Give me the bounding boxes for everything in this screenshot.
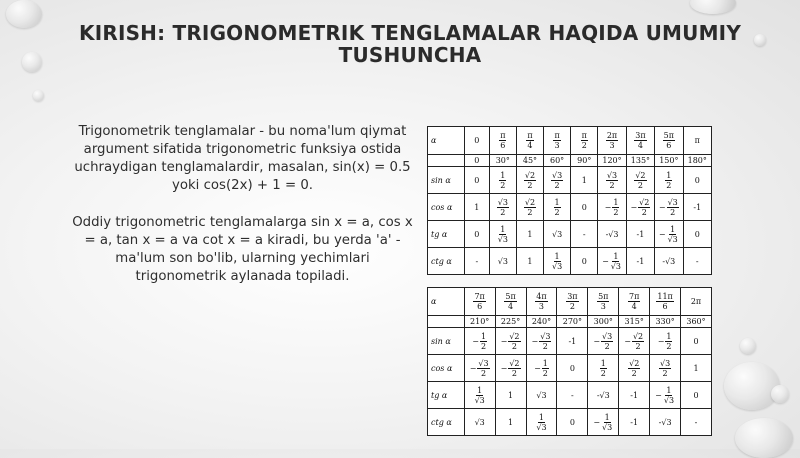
angle-cell: $\frac{\pi}{4}$: [516, 127, 543, 155]
value-cell: − $\frac{√3}{2}$: [526, 328, 557, 355]
value-cell: 0: [464, 221, 489, 248]
value-cell: − $\frac{1}{2}$: [598, 194, 626, 221]
trig-table: [427, 126, 712, 275]
angle-cell: $\frac{4\pi}{3}$: [526, 288, 557, 316]
angle-cell: 45°: [516, 155, 543, 167]
angle-cell: 270°: [557, 316, 588, 328]
angle-cell: 315°: [619, 316, 650, 328]
value-cell: -: [571, 221, 598, 248]
angle-cell: 225°: [495, 316, 526, 328]
angle-cell: 300°: [588, 316, 619, 328]
angle-cell: $\frac{2\pi}{3}$: [598, 127, 626, 155]
angle-cell: 135°: [626, 155, 654, 167]
angle-cell: 0: [464, 155, 489, 167]
angle-cell: $\frac{7\pi}{4}$: [619, 288, 650, 316]
angle-cell: $\frac{5\pi}{4}$: [495, 288, 526, 316]
angle-cell: 360°: [681, 316, 712, 328]
value-cell: √3: [464, 409, 495, 436]
value-cell: -√3: [598, 221, 626, 248]
function-row-cos: [428, 355, 712, 382]
value-cell: $\frac{√2}{2}$: [516, 167, 543, 194]
value-cell: -1: [626, 248, 654, 275]
angle-cell: $\frac{5\pi}{6}$: [655, 127, 683, 155]
angle-cell: 210°: [464, 316, 495, 328]
value-cell: − $\frac{√3}{2}$: [655, 194, 683, 221]
value-cell: -1: [626, 221, 654, 248]
value-cell: $\frac{1}{2}$: [489, 167, 516, 194]
water-drop-decoration: [740, 338, 756, 354]
value-cell: -1: [619, 382, 650, 409]
row-label: cos α: [428, 355, 465, 382]
water-drop-decoration: [690, 0, 736, 14]
angle-cell: $\frac{\pi}{2}$: [571, 127, 598, 155]
value-cell: -√3: [588, 382, 619, 409]
row-label: ctg α: [428, 248, 465, 275]
angle-cell: 30°: [489, 155, 516, 167]
value-cell: − $\frac{√2}{2}$: [626, 194, 654, 221]
angle-cell: $\frac{3\pi}{4}$: [626, 127, 654, 155]
value-cell: − $\frac{1}{2}$: [464, 328, 495, 355]
water-drop-decoration: [22, 52, 42, 72]
angle-radians-row: [428, 127, 712, 155]
function-row-ctg: [428, 248, 712, 275]
angle-cell: 330°: [650, 316, 681, 328]
value-cell: -: [681, 409, 712, 436]
value-cell: − $\frac{1}{2}$: [650, 328, 681, 355]
value-cell: $\frac{√3}{2}$: [650, 355, 681, 382]
value-cell: 0: [683, 221, 711, 248]
value-cell: $\frac{1}{√3}$: [489, 221, 516, 248]
slide-title: KIRISH: TRIGONOMETRIK TENGLAMALAR HAQIDA UMUMIY TUSHUNCHA: [79, 21, 741, 67]
value-cell: − $\frac{√2}{2}$: [495, 328, 526, 355]
row-label: sin α: [428, 167, 465, 194]
angle-radians-row: [428, 288, 712, 316]
value-cell: $\frac{√3}{2}$: [544, 167, 571, 194]
angle-cell: $\frac{3\pi}{2}$: [557, 288, 588, 316]
function-row-tg: [428, 382, 712, 409]
angle-cell: $\frac{\pi}{3}$: [544, 127, 571, 155]
angle-cell: π: [683, 127, 711, 155]
function-row-tg: [428, 221, 712, 248]
value-cell: 1: [495, 382, 526, 409]
row-label: α: [428, 127, 465, 155]
value-cell: $\frac{√3}{2}$: [489, 194, 516, 221]
value-cell: $\frac{1}{2}$: [588, 355, 619, 382]
value-cell: -: [464, 248, 489, 275]
angle-cell: 2π: [681, 288, 712, 316]
row-label: ctg α: [428, 409, 465, 436]
value-cell: -√3: [655, 248, 683, 275]
angle-cell: 0: [464, 127, 489, 155]
value-cell: -: [557, 382, 588, 409]
value-cell: $\frac{√2}{2}$: [619, 355, 650, 382]
value-cell: − $\frac{1}{√3}$: [655, 221, 683, 248]
value-cell: − $\frac{√3}{2}$: [588, 328, 619, 355]
value-cell: -: [683, 248, 711, 275]
value-cell: √3: [489, 248, 516, 275]
value-cell: 0: [681, 328, 712, 355]
angle-cell: $\frac{7\pi}{6}$: [464, 288, 495, 316]
value-cell: − $\frac{1}{√3}$: [598, 248, 626, 275]
value-cell: $\frac{1}{√3}$: [464, 382, 495, 409]
value-cell: 0: [683, 167, 711, 194]
function-row-sin: [428, 328, 712, 355]
value-cell: $\frac{1}{2}$: [544, 194, 571, 221]
water-drop-decoration: [735, 418, 793, 458]
value-cell: -1: [683, 194, 711, 221]
row-label: [428, 316, 465, 328]
row-label: sin α: [428, 328, 465, 355]
angle-cell: 120°: [598, 155, 626, 167]
row-label: α: [428, 288, 465, 316]
value-cell: 1: [516, 248, 543, 275]
water-drop-decoration: [33, 90, 44, 101]
value-cell: 1: [464, 194, 489, 221]
value-cell: − $\frac{√3}{2}$: [464, 355, 495, 382]
trig-table: [427, 287, 712, 436]
value-cell: − $\frac{1}{2}$: [526, 355, 557, 382]
value-cell: 1: [516, 221, 543, 248]
trig-values-table-1: [427, 126, 712, 275]
angle-degrees-row: [428, 155, 712, 167]
angle-cell: $\frac{5\pi}{3}$: [588, 288, 619, 316]
value-cell: 1: [571, 167, 598, 194]
angle-cell: 240°: [526, 316, 557, 328]
value-cell: √3: [544, 221, 571, 248]
angle-cell: 90°: [571, 155, 598, 167]
value-cell: $\frac{1}{2}$: [655, 167, 683, 194]
value-cell: -1: [619, 409, 650, 436]
value-cell: − $\frac{1}{√3}$: [650, 382, 681, 409]
row-label: tg α: [428, 221, 465, 248]
slide-body: [70, 123, 415, 305]
angle-cell: 180°: [683, 155, 711, 167]
value-cell: √3: [526, 382, 557, 409]
paragraph-simple-equations: Oddiy trigonometric tenglamalarga sin x = a, cos x = a, tan x = a va cot x = a kiradi, bu yerda 'a' - ma'lum son bo'lib, ularning yechimlari trigonometrik aylanada topiladi.: [72, 215, 413, 284]
value-cell: 0: [464, 167, 489, 194]
value-cell: $\frac{√3}{2}$: [598, 167, 626, 194]
paragraph-definition: Trigonometrik tenglamalar - bu noma'lum qiymat argument sifatida trigonometric funksiya ostida uchraydigan tenglamalardir, masalan, sin(x) = 0.5 yoki cos(2x) + 1 = 0.: [74, 124, 411, 193]
value-cell: 0: [681, 382, 712, 409]
value-cell: − $\frac{1}{√3}$: [588, 409, 619, 436]
value-cell: − $\frac{√2}{2}$: [619, 328, 650, 355]
angle-cell: 60°: [544, 155, 571, 167]
function-row-cos: [428, 194, 712, 221]
value-cell: 1: [495, 409, 526, 436]
row-label: [428, 155, 465, 167]
value-cell: 0: [557, 355, 588, 382]
water-drop-decoration: [771, 385, 789, 403]
angle-cell: $\frac{\pi}{6}$: [489, 127, 516, 155]
function-row-sin: [428, 167, 712, 194]
trig-values-table-2: [427, 287, 712, 436]
value-cell: $\frac{√2}{2}$: [626, 167, 654, 194]
value-cell: 0: [571, 248, 598, 275]
value-cell: 0: [571, 194, 598, 221]
angle-cell: 150°: [655, 155, 683, 167]
row-label: cos α: [428, 194, 465, 221]
angle-cell: $\frac{11\pi}{6}$: [650, 288, 681, 316]
value-cell: -√3: [650, 409, 681, 436]
value-cell: $\frac{1}{√3}$: [526, 409, 557, 436]
water-drop-decoration: [724, 362, 780, 410]
water-drop-decoration: [6, 0, 42, 28]
value-cell: $\frac{1}{√3}$: [544, 248, 571, 275]
value-cell: -1: [557, 328, 588, 355]
angle-degrees-row: [428, 316, 712, 328]
value-cell: 1: [681, 355, 712, 382]
row-label: tg α: [428, 382, 465, 409]
value-cell: $\frac{√2}{2}$: [516, 194, 543, 221]
function-row-ctg: [428, 409, 712, 436]
value-cell: − $\frac{√2}{2}$: [495, 355, 526, 382]
value-cell: 0: [557, 409, 588, 436]
